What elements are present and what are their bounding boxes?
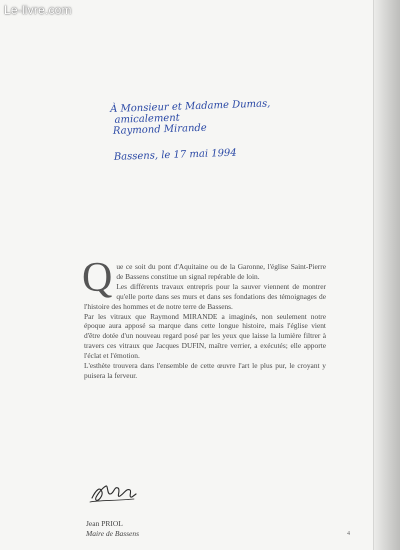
- dedication-line-2: amicalement: [114, 112, 180, 126]
- paragraph-4: L'esthète trouvera dans l'ensemble de cette œuvre l'art le plus pur, le croyant y puisera la ferveur.: [84, 361, 326, 380]
- author-block: [86, 519, 139, 539]
- paragraph-1: ue ce soit du pont d'Aquitaine ou de la Garonne, l'église Saint-Pierre de Bassens constitue un signal repérable de loin.: [116, 262, 326, 281]
- page-number: 4: [347, 531, 350, 537]
- author-title: Maire de Bassens: [86, 529, 140, 538]
- dedication-place-date: Bassens, le 17 mai 1994: [113, 147, 237, 163]
- paragraph-2: Les différents travaux entrepris pour la sauver viennent de montrer qu'elle porte dans ses murs et dans ses fondations des témoignages de l'histoire des hommes et de notre terre de Bassens.: [84, 281, 326, 311]
- signature-icon: [88, 480, 138, 510]
- paragraph-3: Par les vitraux que Raymond MIRANDE a imaginés, non seulement notre époque aura apposé sa marque dans cette longue histoire, mais l'église vient d'être dotée d'un nouveau regard posé par les yeux que laisse la lumière filtrer à travers ces vitraux que Jacques DUFIN, maître verrier, a exécutés; elle apporte l'éclat et l'émotion.: [84, 311, 326, 361]
- author-name: Jean PRIOL: [86, 519, 123, 528]
- preface-text: [82, 255, 326, 381]
- dedication-line-3: Raymond Mirande: [112, 122, 207, 137]
- drop-cap: Q: [82, 255, 113, 301]
- page-edge-shadow: [374, 0, 400, 550]
- watermark: Le-livre.com: [4, 3, 72, 17]
- handwritten-dedication: [110, 97, 312, 163]
- dedication-line-1: À Monsieur et Madame Dumas,: [110, 98, 271, 115]
